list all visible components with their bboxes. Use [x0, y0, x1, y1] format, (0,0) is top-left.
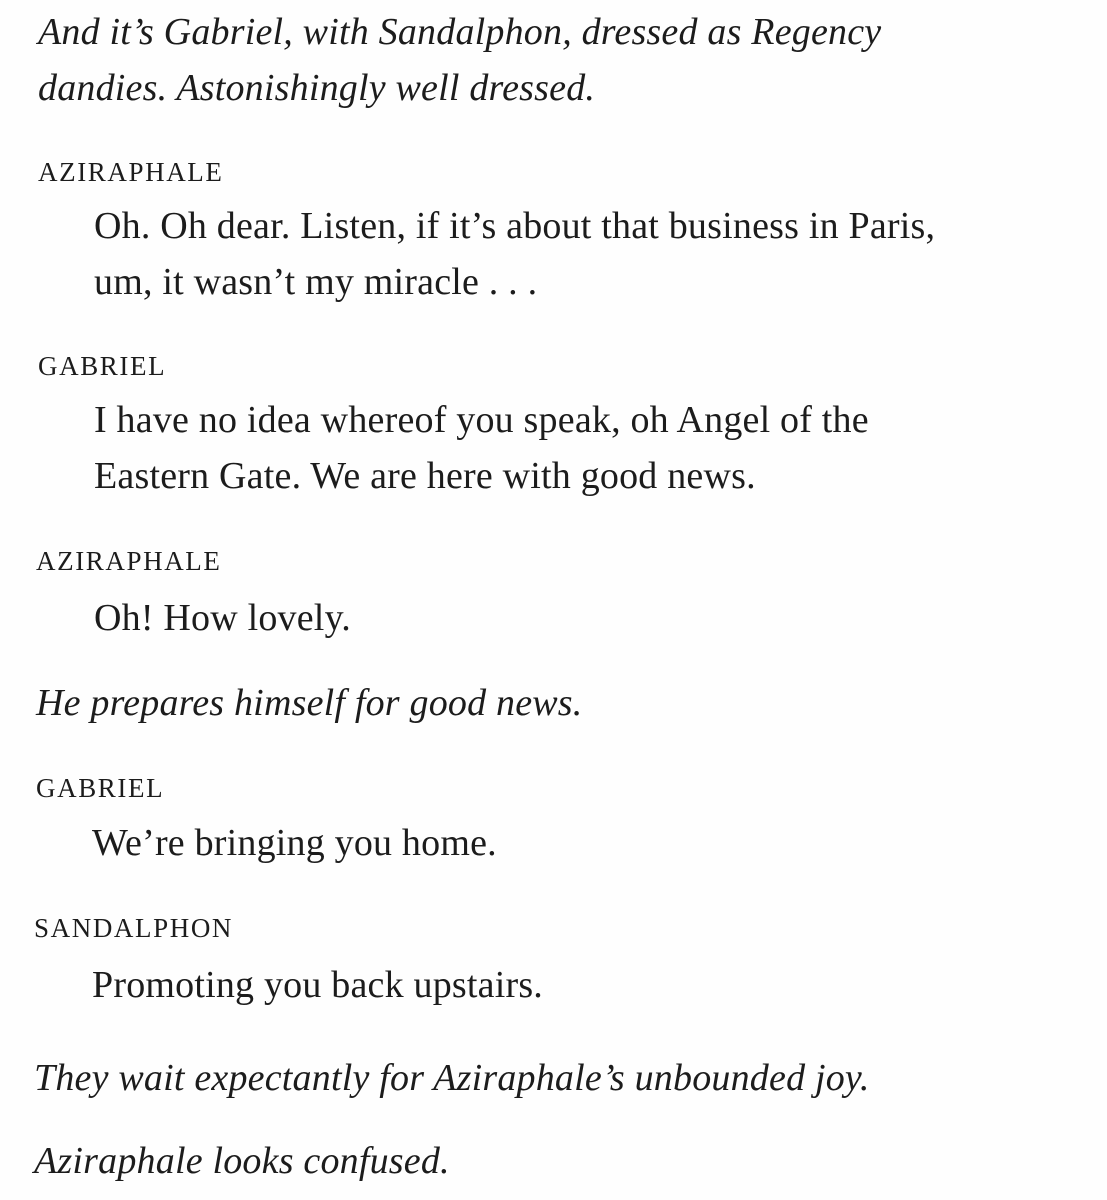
stage-direction-line: He prepares himself for good news. — [36, 682, 583, 724]
stage-direction-line: And it’s Gabriel, with Sandalphon, dressed as Regency — [38, 11, 882, 53]
speaker-name: AZIRAPHALE — [36, 546, 222, 576]
stage-direction-line: dandies. Astonishingly well dressed. — [38, 67, 596, 109]
dialogue-line: Oh. Oh dear. Listen, if it’s about that business in Paris, — [94, 205, 936, 247]
dialogue-line: Eastern Gate. We are here with good news. — [94, 455, 756, 497]
dialogue-line: um, it wasn’t my miracle . . . — [94, 261, 538, 303]
speaker-name: GABRIEL — [36, 773, 165, 803]
dialogue-line: I have no idea whereof you speak, oh Angel of the — [94, 399, 869, 441]
stage-direction-line: Aziraphale looks confused. — [34, 1140, 450, 1182]
speaker-name: GABRIEL — [38, 351, 167, 381]
dialogue-line: Oh! How lovely. — [94, 597, 351, 639]
speaker-name: SANDALPHON — [34, 913, 234, 943]
dialogue-line: We’re bringing you home. — [92, 822, 497, 864]
stage-direction-line: They wait expectantly for Aziraphale’s unbounded joy. — [34, 1057, 870, 1099]
dialogue-line: Promoting you back upstairs. — [92, 964, 544, 1006]
speaker-name: AZIRAPHALE — [38, 157, 224, 187]
